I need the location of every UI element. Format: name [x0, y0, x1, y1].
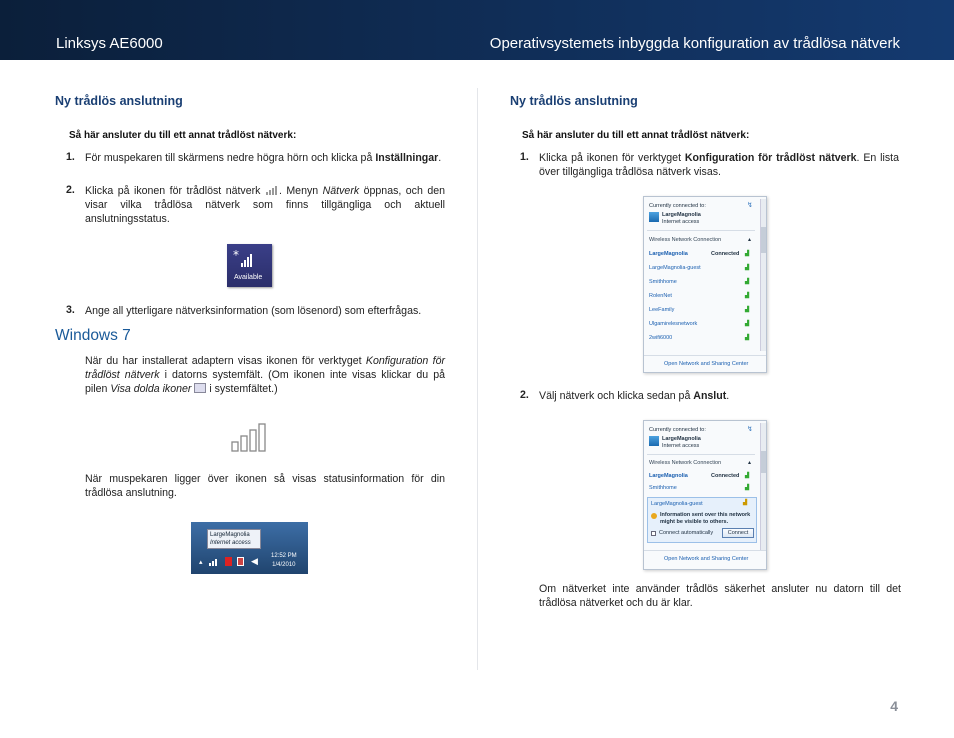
p1-group: Wireless Network Connection [649, 237, 722, 243]
right-step1-a: Klicka på ikonen för verktyget [539, 152, 682, 164]
p1-footer-link[interactable]: Open Network and Sharing Center [664, 361, 749, 367]
p1-network-icon [649, 212, 659, 222]
available-label: Available [234, 274, 263, 281]
p2-auto-label: Connect automatically [659, 530, 714, 536]
left-step1-text: För muspekaren till skärmens nedre högra hörn och klicka på [85, 152, 373, 164]
tray-clock [271, 552, 297, 570]
tooltip [207, 529, 261, 549]
tooltip-name: LargeMagnolia [210, 532, 250, 538]
right-step2 [539, 389, 899, 403]
clock-time: 12:52 PM [271, 553, 297, 559]
p2-selected-network[interactable] [647, 497, 757, 543]
p2-refresh-icon[interactable]: ↯ [747, 426, 753, 433]
list-item[interactable] [649, 321, 759, 335]
windows7-heading: Windows 7 [55, 327, 131, 344]
left-step3-num: 3. [66, 304, 75, 316]
signal-icon: ▟ [745, 279, 750, 285]
warning-signal-icon: ▟ [743, 500, 748, 506]
win7-p1a: När du har installerat adaptern visas ikonen för verktyget [85, 355, 362, 367]
right-step1-b: . En lista över tillgängliga trådlösa nätverk visas. [539, 152, 899, 178]
page-number: 4 [890, 698, 898, 714]
signal-icon: ▟ [745, 321, 750, 327]
p1-net-4: LeeFamily [649, 307, 675, 313]
network-panel-2 [643, 420, 767, 570]
tooltip-status: Internet access [210, 540, 251, 546]
right-step1-bold: Konfiguration för trådlöst nätverk [684, 152, 857, 164]
p1-network-list [649, 251, 759, 349]
p1-net-status: Internet access [662, 219, 700, 225]
p1-scrollbar[interactable] [760, 199, 766, 351]
svg-text:*: * [233, 250, 239, 262]
section-title: Operativsystemets inbyggda konfiguration av trådlösa nätverk [489, 35, 900, 52]
signal-icon: ▟ [745, 265, 750, 271]
win7-p1b: i datorns systemfält. (Om ikonen inte visas klickar du på pilen [85, 369, 445, 395]
p1-net-1: LargeMagnolia-guest [649, 265, 701, 271]
tray-flag-icon [225, 557, 232, 566]
p2-net-status: Internet access [662, 443, 700, 449]
p1-net-3: RolenNet [649, 293, 672, 299]
tray-arrow-icon: ▴ [199, 559, 203, 566]
left-subtitle: Så här ansluter du till ett annat trådlöst nätverk: [69, 130, 297, 141]
win7-paragraph1 [85, 354, 445, 396]
p1-net-5: Ulgamirelesnetwork [649, 321, 698, 327]
connect-button[interactable]: Connect [722, 528, 754, 538]
signal-icon: ▟ [745, 293, 750, 299]
available-tile [227, 244, 272, 287]
p2-net-name: LargeMagnolia [662, 436, 701, 442]
signal-icon: ▟ [745, 251, 750, 257]
win7-p1-italic: Konfiguration för trådlöst nätverk [85, 355, 445, 381]
win7-p1-italic2: Visa dolda ikoner [110, 383, 192, 395]
product-name: Linksys AE6000 [56, 35, 163, 52]
auto-connect-checkbox[interactable] [651, 531, 656, 536]
p2-connected: Connected [711, 473, 740, 479]
left-step3: Ange all ytterligare nätverksinformation (som lösenord) som efterfrågas. [85, 305, 422, 317]
wifi-inline-icon [265, 185, 279, 195]
left-step2 [85, 184, 445, 226]
column-divider [477, 88, 478, 670]
p2-footer-sep [644, 550, 766, 551]
list-item[interactable] [649, 279, 759, 293]
tray-volume-icon: ◀ [251, 556, 258, 566]
p2-sep [647, 454, 755, 455]
p1-refresh-icon[interactable]: ↯ [747, 202, 753, 209]
p1-net-2: Smithhome [649, 279, 677, 285]
p1-currently: Currently connected to: [649, 203, 706, 209]
left-step2-b: . Menyn [278, 185, 319, 197]
tray-power-icon [237, 557, 244, 566]
right-step1 [539, 151, 899, 179]
p1-scroll-thumb[interactable] [761, 227, 766, 253]
list-item[interactable] [649, 307, 759, 321]
list-item[interactable] [649, 485, 759, 497]
p2-network-list [649, 473, 759, 497]
p2-warn1: Information sent over this network [660, 512, 751, 518]
p2-footer-link[interactable]: Open Network and Sharing Center [664, 556, 749, 562]
p2-net-2: LargeMagnolia-guest [651, 501, 703, 507]
left-step2-num: 2. [66, 184, 75, 196]
left-step2-italic: Nätverk [322, 185, 360, 197]
left-step1-end: . [438, 152, 442, 164]
right-step1-num: 1. [520, 151, 529, 163]
p2-currently: Currently connected to: [649, 427, 706, 433]
left-step1 [85, 151, 445, 165]
p1-collapse-icon[interactable]: ▴ [748, 237, 752, 243]
p2-collapse-icon[interactable]: ▴ [748, 460, 752, 466]
tray-wifi-icon [209, 558, 219, 566]
p1-footer-sep [644, 355, 766, 356]
wifi-star-icon [233, 250, 259, 268]
warning-icon [651, 513, 657, 519]
right-closing: Om nätverket inte använder trådlös säkerhet ansluter nu datorn till det trådlösa nätverket och du är klar. [539, 583, 901, 609]
p2-network-icon [649, 436, 659, 446]
taskbar-screenshot [191, 522, 308, 574]
p1-net-0: LargeMagnolia [649, 251, 688, 257]
p1-net-name: LargeMagnolia [662, 212, 701, 218]
right-step2-bold: Anslut [693, 390, 727, 402]
signal-icon: ▟ [745, 307, 750, 313]
wireless-signal-icon [231, 422, 269, 452]
right-subtitle: Så här ansluter du till ett annat trådlöst nätverk: [522, 130, 750, 141]
network-panel-1 [643, 196, 767, 373]
list-item[interactable] [649, 335, 759, 349]
left-title: Ny trådlös anslutning [55, 94, 183, 108]
p1-sep [647, 230, 755, 231]
p1-net-6: 2wifi6000 [649, 335, 673, 341]
left-step2-c: öppnas, och den visar vilka trådlösa nätverk som finns tillgängliga och aktuell anslutningsstatus. [85, 185, 446, 225]
left-step1-num: 1. [66, 151, 75, 163]
right-step2-end: . [726, 390, 730, 402]
p2-net-1: Smithhome [649, 485, 677, 491]
list-item[interactable] [649, 473, 759, 485]
right-step2-a: Välj nätverk och klicka sedan på [539, 390, 691, 402]
list-item[interactable] [649, 293, 759, 307]
win7-p1c: i systemfältet.) [209, 383, 278, 395]
left-step1-bold: Inställningar [375, 152, 439, 164]
p2-scroll-thumb[interactable] [761, 451, 766, 473]
p2-scrollbar[interactable] [760, 423, 766, 551]
hidden-icons-icon [194, 383, 206, 393]
p1-connected: Connected [711, 251, 740, 257]
left-step2-a: Klicka på ikonen för trådlöst nätverk [85, 185, 261, 197]
list-item[interactable] [649, 251, 759, 265]
right-step2-num: 2. [520, 389, 529, 401]
signal-icon: ▟ [745, 335, 750, 341]
list-item[interactable] [649, 265, 759, 279]
p2-net-0: LargeMagnolia [649, 473, 688, 479]
p2-warning [660, 512, 750, 526]
p2-warn2: might be visible to others. [660, 519, 729, 525]
clock-date: 1/4/2010 [272, 562, 296, 568]
signal-icon: ▟ [745, 485, 750, 491]
header-bar [0, 0, 954, 60]
p2-group: Wireless Network Connection [649, 460, 722, 466]
signal-icon: ▟ [745, 473, 750, 479]
right-title: Ny trådlös anslutning [510, 94, 638, 108]
win7-paragraph2: När muspekaren ligger över ikonen så visas statusinformation för din trådlösa anslutning. [85, 473, 445, 499]
